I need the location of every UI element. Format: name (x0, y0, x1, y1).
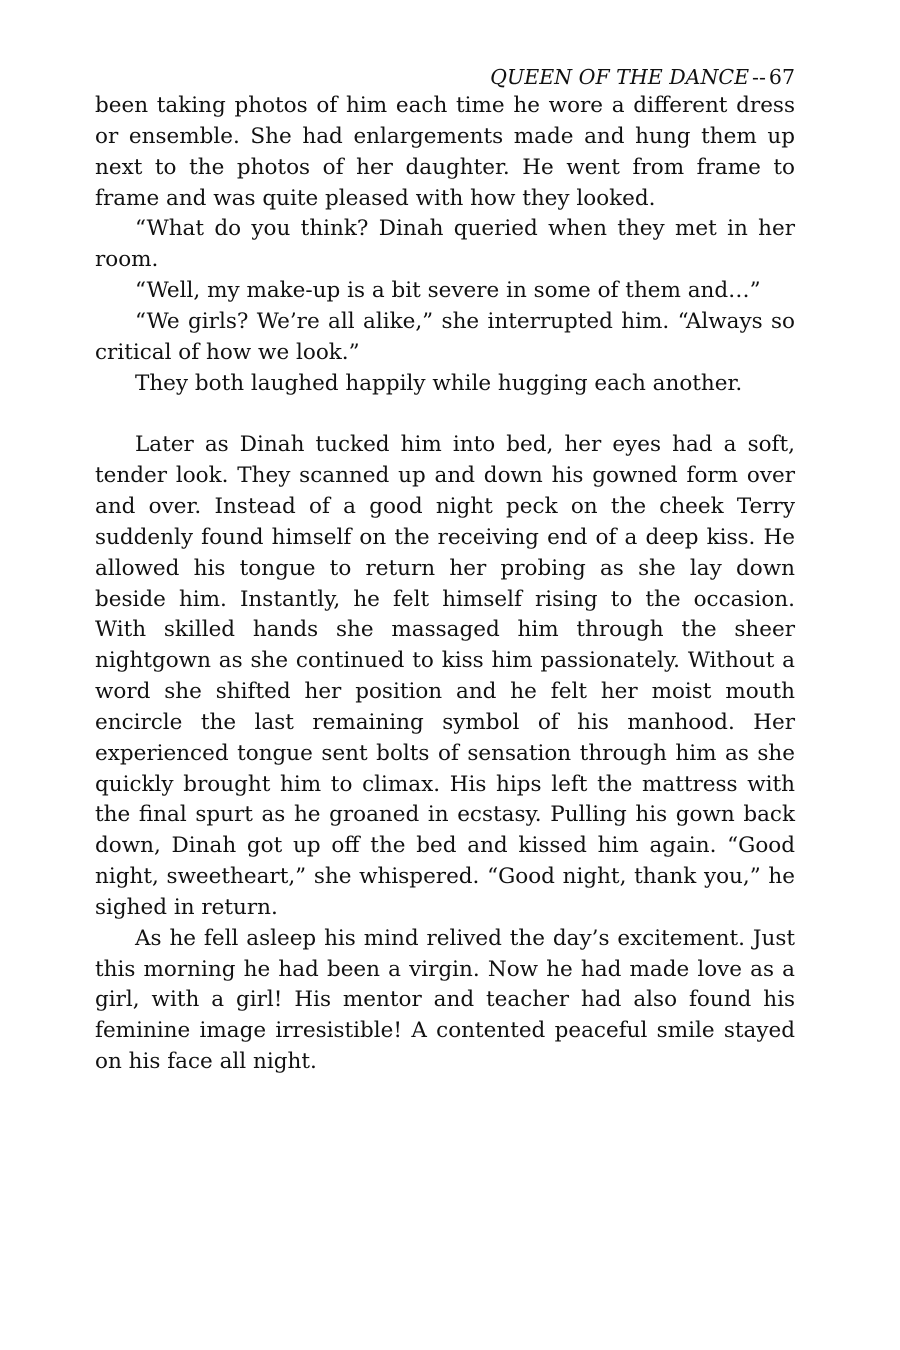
paragraph: Later as Dinah tucked him into bed, her eyes had a soft, tender look. They scanned up and down his gowned form over and over. Instead of a good night peck on the cheek Terry suddenly found himself on the receiving end of a deep kiss. He allowed his tongue to return her probing as she lay down beside him. Instantly, he felt himself rising to the occasion. With skilled hands she massaged him through the sheer nightgown as she continued to kiss him passionately. Without a word she shifted her position and he felt her moist mouth encircle the last remaining symbol of his manhood. Her experienced tongue sent bolts of sensation through him as she quickly brought him to climax. His hips left the mattress with the final spurt as he groaned in ecstasy. Pulling his gown back down, Dinah got up off the bed and kissed him again. “Good night, sweetheart,” she whispered. “Good night, thank you,” he sighed in return. (95, 432, 795, 920)
page-number: 67 (768, 65, 795, 89)
paragraph-continued: been taking photos of him each time he wore a different dress or ensemble. She had enlargements made and hung them up next to the photos of her daughter. He went from frame to frame and was quite pleased with how they looked. (95, 93, 795, 211)
paragraph: They both laughed happily while hugging each another. (135, 370, 743, 396)
header-separator: -- (752, 65, 766, 89)
book-title: QUEEN OF THE DANCE (490, 65, 750, 89)
running-header (95, 63, 795, 91)
paragraph: As he fell asleep his mind relived the day’s excitement. Just this morning he had been a virgin. Now he had made love as a girl, with a girl! His mentor and teacher had also found his feminine image irresistible! A contented peaceful smile stayed on his face all night. (95, 925, 795, 1075)
paragraph-dialogue: “What do you think? Dinah queried when they met in her room. (95, 216, 795, 273)
paragraph-dialogue: “We girls? We’re all alike,” she interrupted him. “Always so critical of how we look.” (95, 308, 795, 365)
paragraph-dialogue: “Well, my make-up is a bit severe in some of them and…” (135, 278, 761, 304)
body-text (95, 91, 795, 1078)
